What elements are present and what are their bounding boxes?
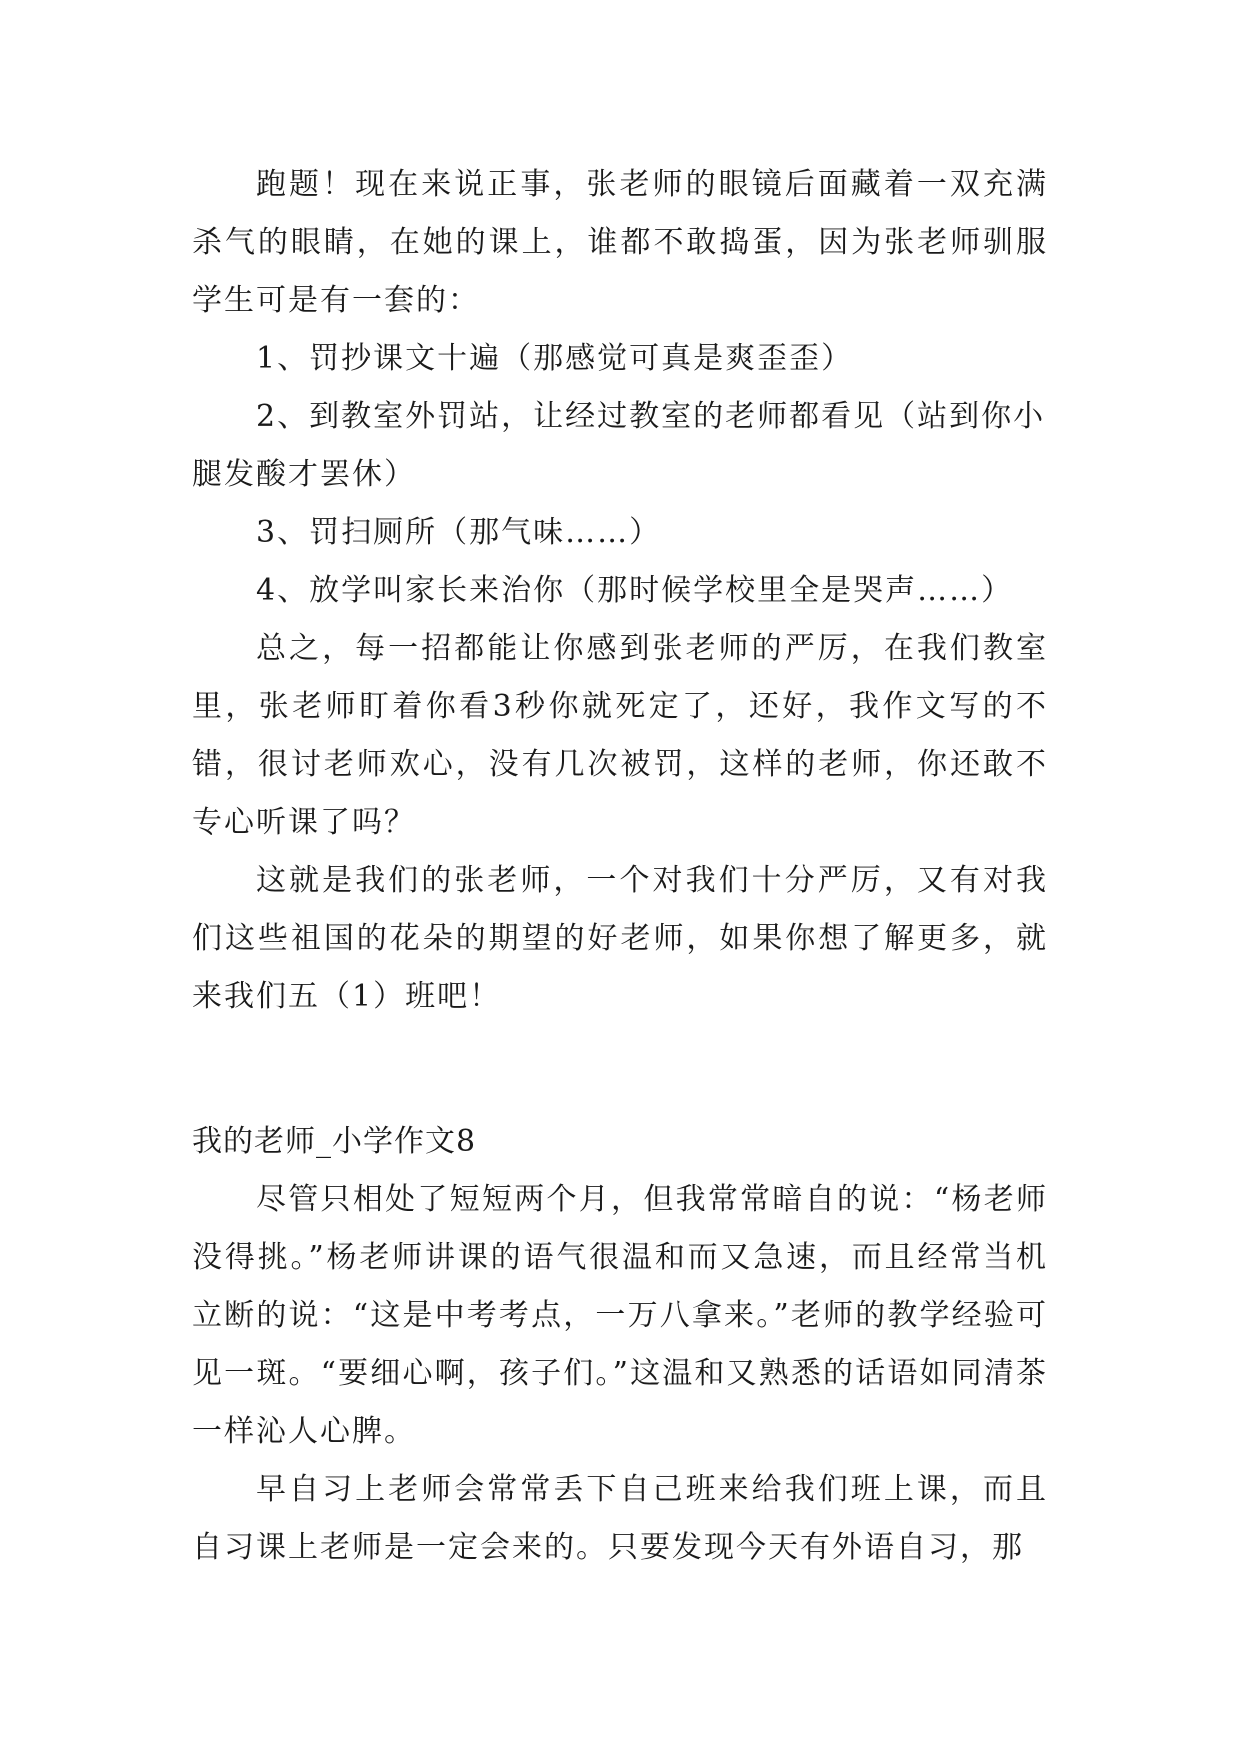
list-item: 2、到教室外罚站，让经过教室的老师都看见（站到你小腿发酸才罢休） <box>192 399 1046 492</box>
document-body <box>192 156 1048 1577</box>
paragraph: 跑题！现在来说正事，张老师的眼镜后面藏着一双充满杀气的眼睛，在她的课上，谁都不敢捣蛋，因为张老师驯服学生可是有一套的： <box>192 167 1048 318</box>
paragraph: 这就是我们的张老师，一个对我们十分严厉，又有对我们这些祖国的花朵的期望的好老师，如果你想了解更多，就来我们五（1）班吧！ <box>192 863 1048 1014</box>
list-item: 4、放学叫家长来治你（那时候学校里全是哭声……） <box>256 573 1014 608</box>
list-item: 1、罚抄课文十遍（那感觉可真是爽歪歪） <box>256 341 854 376</box>
paragraph: 总之，每一招都能让你感到张老师的严厉，在我们教室里，张老师盯着你看3秒你就死定了，还好，我作文写的不错，很讨老师欢心，没有几次被罚，这样的老师，你还敢不专心听课了吗？ <box>192 631 1048 840</box>
section-heading: 我的老师_小学作文8 <box>192 1124 477 1159</box>
paragraph: 早自习上老师会常常丢下自己班来给我们班上课，而且自习课上老师是一定会来的。只要发现今天有外语自习，那 <box>192 1472 1048 1565</box>
paragraph: 尽管只相处了短短两个月，但我常常暗自的说：“杨老师没得挑。”杨老师讲课的语气很温和而又急速，而且经常当机立断的说：“这是中考考点，一万八拿来。”老师的教学经验可见一斑。“要细心啊，孩子们。”这温和又熟悉的话语如同清茶一样沁人心脾。 <box>192 1182 1048 1449</box>
section-spacer <box>192 1026 1048 1113</box>
list-item: 3、罚扫厕所（那气味……） <box>256 515 662 550</box>
